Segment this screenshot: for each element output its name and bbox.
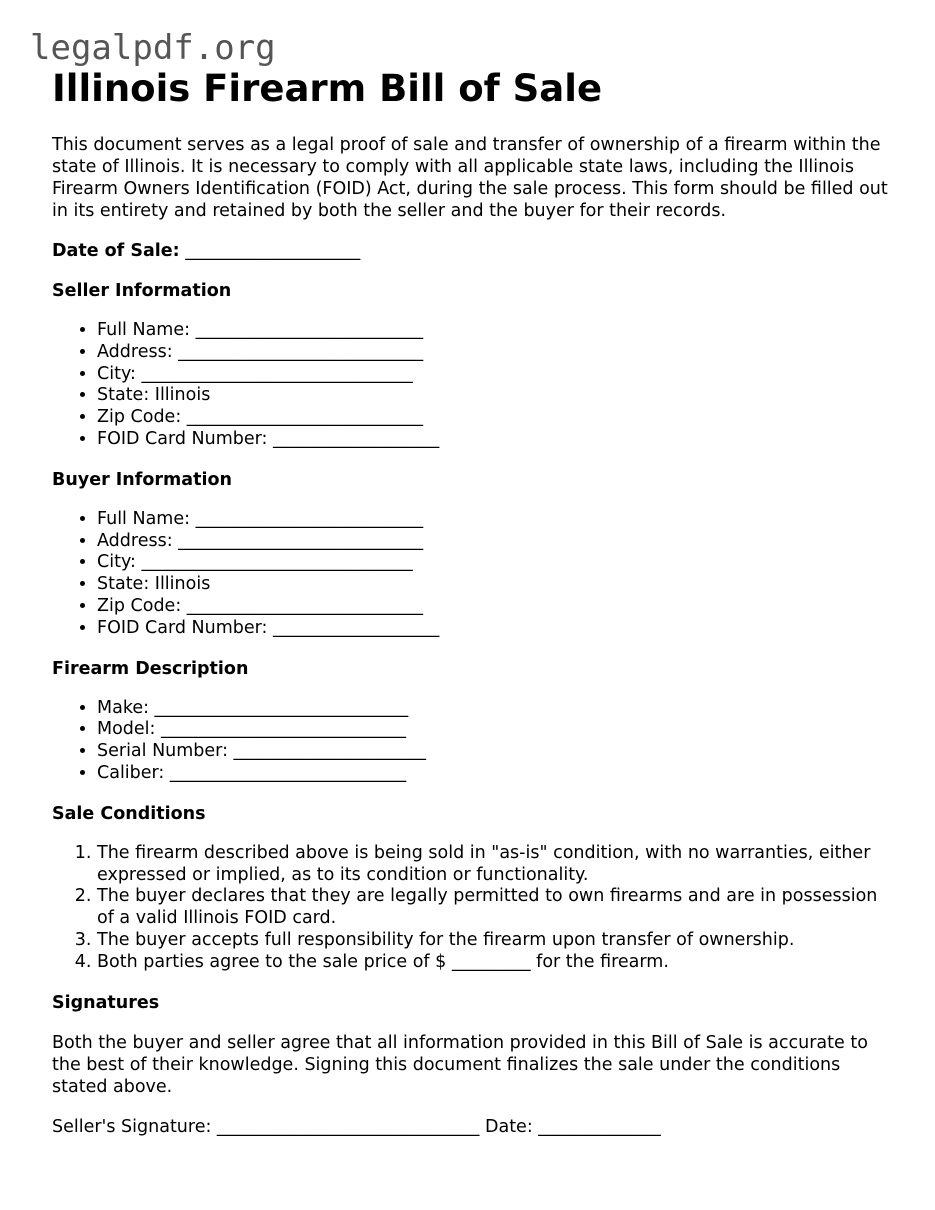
date-of-sale-blank: ____________________ bbox=[179, 241, 361, 261]
watermark-text: legalpdf.org bbox=[30, 28, 276, 68]
page-title: Illinois Firearm Bill of Sale bbox=[52, 67, 603, 110]
buyer-address: • Address: ____________________________ bbox=[97, 531, 892, 553]
buyer-heading: Buyer Information bbox=[52, 469, 232, 490]
seller-state: • State: Illinois bbox=[97, 385, 892, 407]
conditions-heading: Sale Conditions bbox=[52, 803, 206, 824]
buyer-list bbox=[52, 509, 892, 640]
seller-heading: Seller Information bbox=[52, 281, 232, 301]
buyer-foid-number: • FOID Card Number: ___________________ bbox=[97, 618, 892, 640]
date-of-sale-label: Date of Sale: bbox=[52, 241, 180, 261]
firearm-caliber: • Caliber: ___________________________ bbox=[97, 763, 892, 785]
date-of-sale-line bbox=[52, 240, 892, 262]
condition-responsibility: 3. The buyer accepts full responsibility for the firearm upon transfer of ownership. bbox=[97, 930, 892, 952]
firearm-make: • Make: _____________________________ bbox=[97, 698, 892, 720]
firearm-list bbox=[52, 698, 892, 785]
firearm-heading: Firearm Description bbox=[52, 658, 249, 679]
buyer-city: • City: _______________________________ bbox=[97, 552, 892, 574]
firearm-serial-number: • Serial Number: ______________________ bbox=[97, 741, 892, 763]
document-page bbox=[52, 66, 892, 1138]
seller-city: • City: _______________________________ bbox=[97, 364, 892, 386]
signatures-heading: Signatures bbox=[52, 992, 160, 1013]
intro-paragraph: This document serves as a legal proof of sale and transfer of ownership of a firearm within the state of Illinois. It is necessary to comply with all applicable state laws, including the Illinois Firearm Owners Identification (FOID) Act, during the sale process. This form should be filled out in its entirety and retained by both the seller and the buyer for their records. bbox=[52, 135, 888, 221]
seller-zip-code: • Zip Code: ___________________________ bbox=[97, 407, 892, 429]
seller-address: • Address: ____________________________ bbox=[97, 342, 892, 364]
seller-full-name: • Full Name: __________________________ bbox=[97, 320, 892, 342]
buyer-state: • State: Illinois bbox=[97, 574, 892, 596]
condition-as-is: 1. The firearm described above is being sold in "as-is" condition, with no warranties, either expressed or implied, as to its condition or functionality. bbox=[97, 843, 892, 887]
conditions-list bbox=[52, 843, 892, 974]
seller-list bbox=[52, 320, 892, 451]
seller-signature-line: Seller's Signature: ______________________________ Date: ______________ bbox=[52, 1116, 661, 1137]
firearm-model: • Model: ____________________________ bbox=[97, 719, 892, 741]
seller-foid-number: • FOID Card Number: ___________________ bbox=[97, 429, 892, 451]
condition-legal-ownership: 2. The buyer declares that they are legally permitted to own firearms and are in possession of a valid Illinois FOID card. bbox=[97, 886, 892, 930]
condition-sale-price: 4. Both parties agree to the sale price of $ _________ for the firearm. bbox=[97, 952, 892, 974]
signatures-paragraph: Both the buyer and seller agree that all information provided in this Bill of Sale is accurate to the best of their knowledge. Signing this document finalizes the sale under the conditions stated above. bbox=[52, 1032, 868, 1097]
buyer-full-name: • Full Name: __________________________ bbox=[97, 509, 892, 531]
buyer-zip-code: • Zip Code: ___________________________ bbox=[97, 596, 892, 618]
